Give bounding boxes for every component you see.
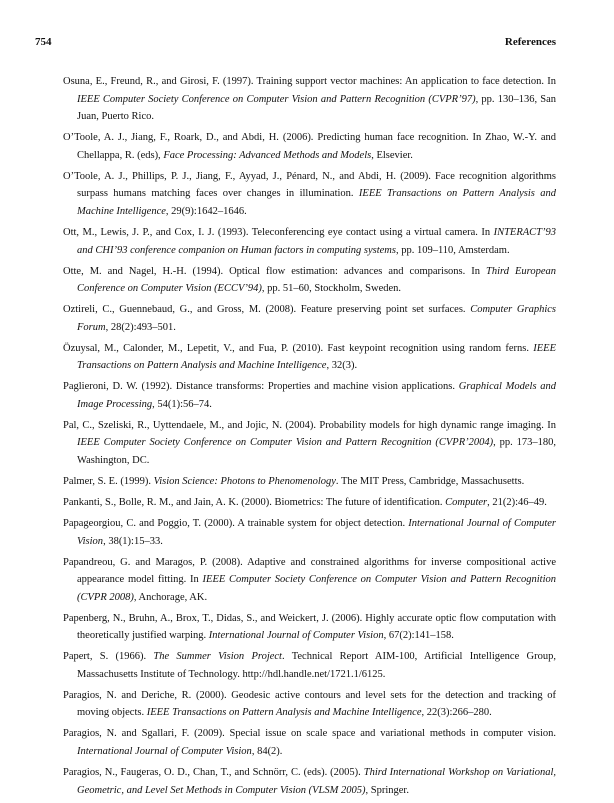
reference-venue: Computer Graphics Forum bbox=[77, 304, 556, 333]
reference-venue: INTERACT’93 and CHI’93 conference companion on Human factors in computing systems bbox=[77, 226, 556, 256]
reference-venue: International Journal of Computer Vision bbox=[77, 746, 252, 758]
reference-entry bbox=[63, 340, 556, 375]
reference-venue: Vision Science: Photons to Phenomenology bbox=[153, 475, 336, 487]
reference-details: , 38(1):15–33. bbox=[103, 535, 163, 547]
reference-details: . The MIT Press, Cambridge, Massachusetts. bbox=[335, 475, 525, 487]
reference-text: Ott, M., Lewis, J. P., and Cox, I. J. (1993). Teleconferencing eye contact using a virtual camera. In bbox=[63, 226, 494, 238]
reference-text: Oztireli, C., Guennebaud, G., and Gross, M. (2008). Feature preserving point set surfaces. bbox=[63, 304, 471, 316]
reference-venue: IEEE Computer Society Conference on Computer Vision and Pattern Recognition (CVPR’97) bbox=[77, 93, 476, 105]
reference-entry bbox=[63, 263, 556, 298]
reference-entry bbox=[63, 73, 556, 126]
reference-text: Paglieroni, D. W. (1992). Distance transforms: Properties and machine vision applications. bbox=[63, 381, 459, 393]
reference-list bbox=[63, 73, 556, 803]
reference-details: , 22(3):266–280. bbox=[421, 707, 492, 719]
reference-venue: Third International Workshop on Variational, Geometric, and Level Set Methods in Computer Vision (VLSM 2005) bbox=[77, 767, 556, 796]
reference-details: , 21(2):46–49. bbox=[487, 496, 547, 508]
reference-text: Papandreou, G. and Maragos, P. (2008). Adaptive and constrained algorithms for inverse compositional active appearance model fitting. In bbox=[63, 556, 556, 586]
reference-text: Pankanti, S., Bolle, R. M., and Jain, A. K. (2000). Biometrics: The future of identification. bbox=[63, 496, 446, 508]
reference-entry bbox=[63, 129, 556, 164]
reference-venue: IEEE Transactions on Pattern Analysis and Machine Intelligence bbox=[77, 188, 556, 217]
reference-entry bbox=[63, 473, 556, 491]
reference-entry bbox=[63, 610, 556, 645]
reference-text: O’Toole, A. J., Jiang, F., Roark, D., and Abdi, H. (2006). Predicting human face recognition. In Zhao, W.-Y. and Chellappa, R. (eds), bbox=[63, 132, 556, 161]
reference-details: , 54(1):56–74. bbox=[152, 398, 212, 410]
reference-details: , pp. 130–136, San Juan, Puerto Rico. bbox=[77, 93, 556, 123]
reference-text: Otte, M. and Nagel, H.-H. (1994). Optical flow estimation: advances and comparisons. In bbox=[63, 265, 487, 277]
reference-details: , pp. 109–110, Amsterdam. bbox=[395, 244, 510, 256]
reference-text: Papert, S. (1966). bbox=[63, 651, 154, 663]
reference-entry bbox=[63, 725, 556, 760]
reference-details: , 32(3). bbox=[326, 360, 358, 372]
reference-venue: Computer bbox=[445, 496, 488, 508]
reference-details: , Springer. bbox=[365, 784, 409, 796]
reference-entry bbox=[63, 494, 556, 512]
reference-venue: International Journal of Computer Vision bbox=[77, 517, 557, 547]
reference-venue: Face Processing: Advanced Methods and Models bbox=[163, 149, 372, 161]
reference-text: Paragios, N., Faugeras, O. D., Chan, T., and Schnörr, C. (eds). (2005). bbox=[63, 767, 364, 779]
reference-text: Osuna, E., Freund, R., and Girosi, F. (1997). Training support vector machines: An application to face detection. In bbox=[63, 76, 556, 87]
reference-venue: International Journal of Computer Vision bbox=[208, 630, 384, 642]
reference-text: Paragios, N. and Sgallari, F. (2009). Special issue on scale space and variational methods in computer vision. bbox=[63, 728, 556, 740]
page-number: 754 bbox=[35, 36, 52, 48]
reference-text: Palmer, S. E. (1999). bbox=[63, 475, 154, 487]
reference-details: . Technical Report AIM-100, Artificial Intelligence Group, Massachusetts Institute of Technology. http://hdl.handle.net/1721.1/6125. bbox=[77, 651, 556, 680]
section-title: References bbox=[504, 36, 556, 48]
reference-entry bbox=[63, 168, 556, 221]
reference-text: O’Toole, A. J., Phillips, P. J., Jiang, F., Ayyad, J., Pénard, N., and Abdi, H. (2009). Face recognition algorithms surpass humans matching faces over changes in illumination. bbox=[63, 170, 556, 200]
reference-venue: The Summer Vision Project bbox=[153, 651, 282, 663]
reference-details: , Anchorage, AK. bbox=[133, 591, 208, 603]
reference-details: , 84(2). bbox=[251, 746, 283, 758]
reference-venue: Third European Conference on Computer Vision (ECCV’94) bbox=[77, 265, 556, 295]
reference-entry bbox=[63, 554, 556, 607]
reference-details: , pp. 51–60, Stockholm, Sweden. bbox=[261, 283, 402, 295]
reference-details: , 28(2):493–501. bbox=[105, 321, 176, 333]
reference-details: , 29(9):1642–1646. bbox=[165, 205, 247, 217]
reference-details: , 67(2):141–158. bbox=[383, 630, 454, 642]
reference-text: Özuysal, M., Calonder, M., Lepetit, V., and Fua, P. (2010). Fast keypoint recognition using random ferns. bbox=[63, 342, 534, 354]
reference-entry bbox=[63, 764, 556, 799]
reference-entry bbox=[63, 515, 556, 550]
reference-details: , Elsevier. bbox=[371, 149, 413, 161]
reference-venue: Graphical Models and Image Processing bbox=[77, 381, 557, 410]
reference-details: , pp. 173–180, Washington, DC. bbox=[77, 437, 557, 466]
reference-entry bbox=[63, 648, 556, 683]
reference-text: Pal, C., Szeliski, R., Uyttendaele, M., and Jojic, N. (2004). Probability models for high dynamic range imaging. In bbox=[63, 419, 556, 431]
reference-entry bbox=[63, 224, 556, 259]
reference-venue: IEEE Transactions on Pattern Analysis and Machine Intelligence bbox=[146, 707, 422, 719]
reference-entry bbox=[63, 417, 556, 470]
reference-text: Paragios, N. and Deriche, R. (2000). Geodesic active contours and level sets for the detection and tracking of moving objects. bbox=[63, 689, 556, 719]
reference-venue: IEEE Computer Society Conference on Computer Vision and Pattern Recognition (CVPR’2004) bbox=[77, 437, 494, 449]
reference-entry bbox=[63, 301, 556, 336]
page-header bbox=[35, 36, 556, 52]
reference-text: Papenberg, N., Bruhn, A., Brox, T., Didas, S., and Weickert, J. (2006). Highly accurate optic flow computation with theoretically justified warping. bbox=[63, 612, 556, 642]
reference-entry bbox=[63, 378, 556, 413]
reference-entry bbox=[63, 687, 556, 722]
reference-venue: IEEE Transactions on Pattern Analysis and Machine Intelligence bbox=[77, 342, 556, 372]
reference-venue: IEEE Computer Society Conference on Computer Vision and Pattern Recognition (CVPR 2008) bbox=[77, 574, 556, 603]
reference-text: Papageorgiou, C. and Poggio, T. (2000). A trainable system for object detection. bbox=[63, 517, 409, 529]
